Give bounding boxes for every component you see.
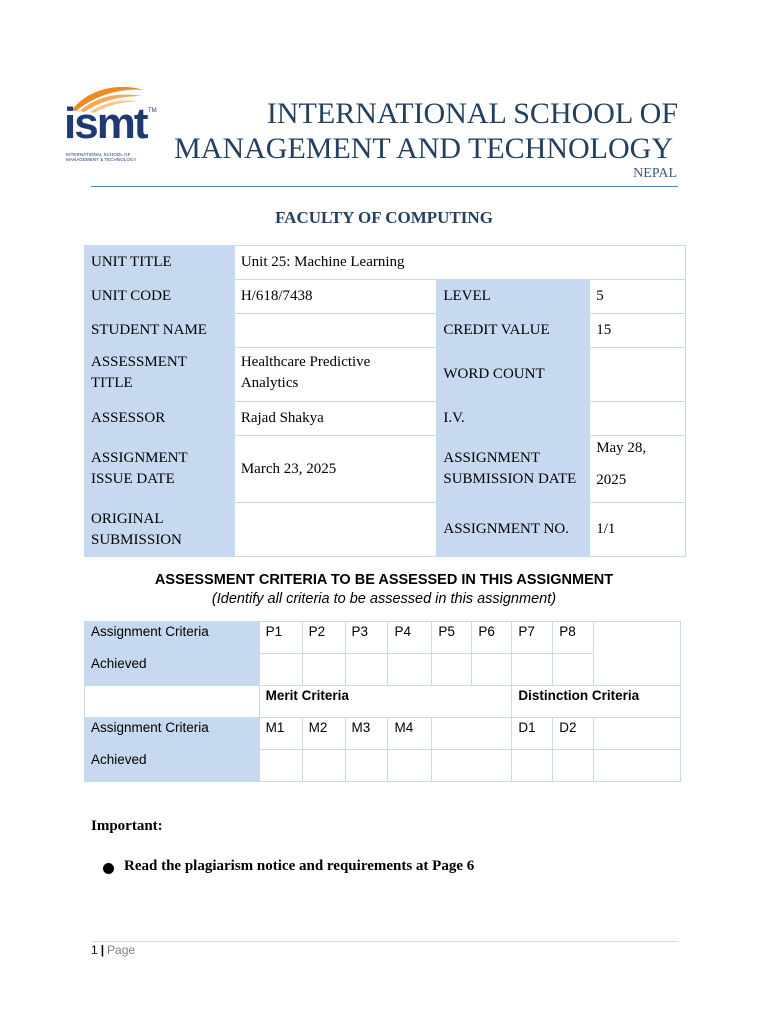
achieved-cell-m1: [259, 750, 302, 782]
assessment-criteria-table: [84, 621, 681, 782]
table-row: [85, 622, 681, 654]
important-bullet-text: Read the plagiarism notice and requirements at Page 6: [124, 858, 475, 874]
criteria-cell-merit-empty: [432, 718, 512, 750]
achieved-cell-p1: [259, 654, 302, 686]
logo-wordmark: ismt: [64, 99, 147, 148]
credit-value-label: CREDIT VALUE: [437, 314, 590, 348]
footer-divider: [91, 941, 678, 942]
criteria-cell-distinction-empty: [594, 718, 681, 750]
page-number: 1: [91, 943, 98, 957]
criteria-cell-p8: P8: [553, 622, 594, 654]
page-footer: [91, 943, 135, 957]
faculty-heading: FACULTY OF COMPUTING: [275, 208, 493, 227]
submission-date-value: [590, 436, 686, 503]
assignment-no-value: 1/1: [590, 503, 686, 557]
criteria-cell-p7: P7: [512, 622, 553, 654]
table-row: [85, 503, 686, 557]
table-row: [85, 654, 681, 686]
submission-date-line2: 2025: [596, 472, 627, 488]
achieved-cell-d2: [553, 750, 594, 782]
page-separator: |: [100, 943, 105, 957]
merit-achieved-label: Achieved: [85, 750, 260, 782]
school-title-line2: MANAGEMENT AND TECHNOLOGY: [174, 132, 673, 165]
original-submission-value: [234, 503, 437, 557]
criteria-cell-m2: M2: [302, 718, 345, 750]
unit-code-label: UNIT CODE: [85, 280, 235, 314]
logo-trademark: TM: [148, 108, 157, 114]
student-name-value: [234, 314, 437, 348]
achieved-cell-distinction-empty: [594, 750, 681, 782]
important-bullet: [103, 858, 474, 875]
table-row: [85, 402, 686, 436]
table-row: [85, 750, 681, 782]
original-submission-label: ORIGINAL SUBMISSION: [85, 503, 235, 557]
achieved-cell-m3: [345, 750, 388, 782]
criteria-cell-d1: D1: [512, 718, 553, 750]
school-country: NEPAL: [633, 166, 677, 181]
achieved-cell-p7: [512, 654, 553, 686]
table-row: [85, 718, 681, 750]
level-label: LEVEL: [437, 280, 590, 314]
credit-value-value: 15: [590, 314, 686, 348]
assessment-title-value: Healthcare Predictive Analytics: [234, 348, 437, 402]
criteria-cell-p3: P3: [345, 622, 388, 654]
student-name-label: STUDENT NAME: [85, 314, 235, 348]
achieved-cell-p6: [472, 654, 512, 686]
merit-criteria-heading: Merit Criteria: [259, 686, 512, 718]
criteria-cell-p2: P2: [302, 622, 345, 654]
criteria-title: ASSESSMENT CRITERIA TO BE ASSESSED IN THIS ASSIGNMENT: [154, 572, 614, 588]
table-row: [85, 314, 686, 348]
criteria-cell-m4: M4: [388, 718, 432, 750]
ismt-logo: [62, 84, 158, 168]
achieved-cell-p4: [388, 654, 432, 686]
criteria-subtitle: (Identify all criteria to be assessed in this assignment): [211, 591, 557, 607]
pass-criteria-label: Assignment Criteria: [85, 622, 260, 654]
school-title: [174, 96, 678, 166]
submission-date-label: ASSIGNMENT SUBMISSION DATE: [437, 436, 590, 503]
important-heading: Important:: [91, 818, 163, 834]
table-row: [85, 246, 686, 280]
unit-title-value: Unit 25: Machine Learning: [234, 246, 685, 280]
distinction-criteria-heading: Distinction Criteria: [512, 686, 681, 718]
word-count-label: WORD COUNT: [437, 348, 590, 402]
achieved-cell-m2: [302, 750, 345, 782]
unit-title-label: UNIT TITLE: [85, 246, 235, 280]
issue-date-value: March 23, 2025: [234, 436, 437, 503]
merit-criteria-label: Assignment Criteria: [85, 718, 260, 750]
submission-date-line1: May 28,: [596, 440, 647, 456]
unit-code-value: H/618/7438: [234, 280, 437, 314]
criteria-cell-m1: M1: [259, 718, 302, 750]
criteria-cell-p4: P4: [388, 622, 432, 654]
achieved-cell-p2: [302, 654, 345, 686]
iv-label: I.V.: [437, 402, 590, 436]
table-row: [85, 436, 686, 503]
word-count-value: [590, 348, 686, 402]
iv-value: [590, 402, 686, 436]
achieved-cell-d1: [512, 750, 553, 782]
assignment-info-table: [84, 245, 686, 557]
level-value: 5: [590, 280, 686, 314]
table-row: [85, 348, 686, 402]
school-title-line1: INTERNATIONAL SCHOOL OF: [266, 97, 678, 130]
criteria-cell-p6: P6: [472, 622, 512, 654]
bullet-icon: [103, 863, 114, 874]
assessor-label: ASSESSOR: [85, 402, 235, 436]
assignment-no-label: ASSIGNMENT NO.: [437, 503, 590, 557]
criteria-heading-spacer: [85, 686, 260, 718]
header-divider: [91, 186, 678, 187]
achieved-cell-m4: [388, 750, 432, 782]
table-row: [85, 686, 681, 718]
achieved-cell-p5: [432, 654, 472, 686]
criteria-cell-p5: P5: [432, 622, 472, 654]
achieved-cell-merit-empty: [432, 750, 512, 782]
assessment-title-label: ASSESSMENT TITLE: [85, 348, 235, 402]
criteria-cell-p1: P1: [259, 622, 302, 654]
page-label: Page: [107, 943, 136, 957]
assessor-value: Rajad Shakya: [234, 402, 437, 436]
issue-date-label: ASSIGNMENT ISSUE DATE: [85, 436, 235, 503]
logo-subtitle: INTERNATIONAL SCHOOL OF MANAGEMENT & TECHNOLOGY: [66, 152, 137, 163]
criteria-cell-m3: M3: [345, 718, 388, 750]
criteria-cell-d2: D2: [553, 718, 594, 750]
pass-achieved-label: Achieved: [85, 654, 260, 686]
table-row: [85, 280, 686, 314]
criteria-cell-empty: [594, 622, 681, 686]
achieved-cell-p3: [345, 654, 388, 686]
achieved-cell-p8: [553, 654, 594, 686]
